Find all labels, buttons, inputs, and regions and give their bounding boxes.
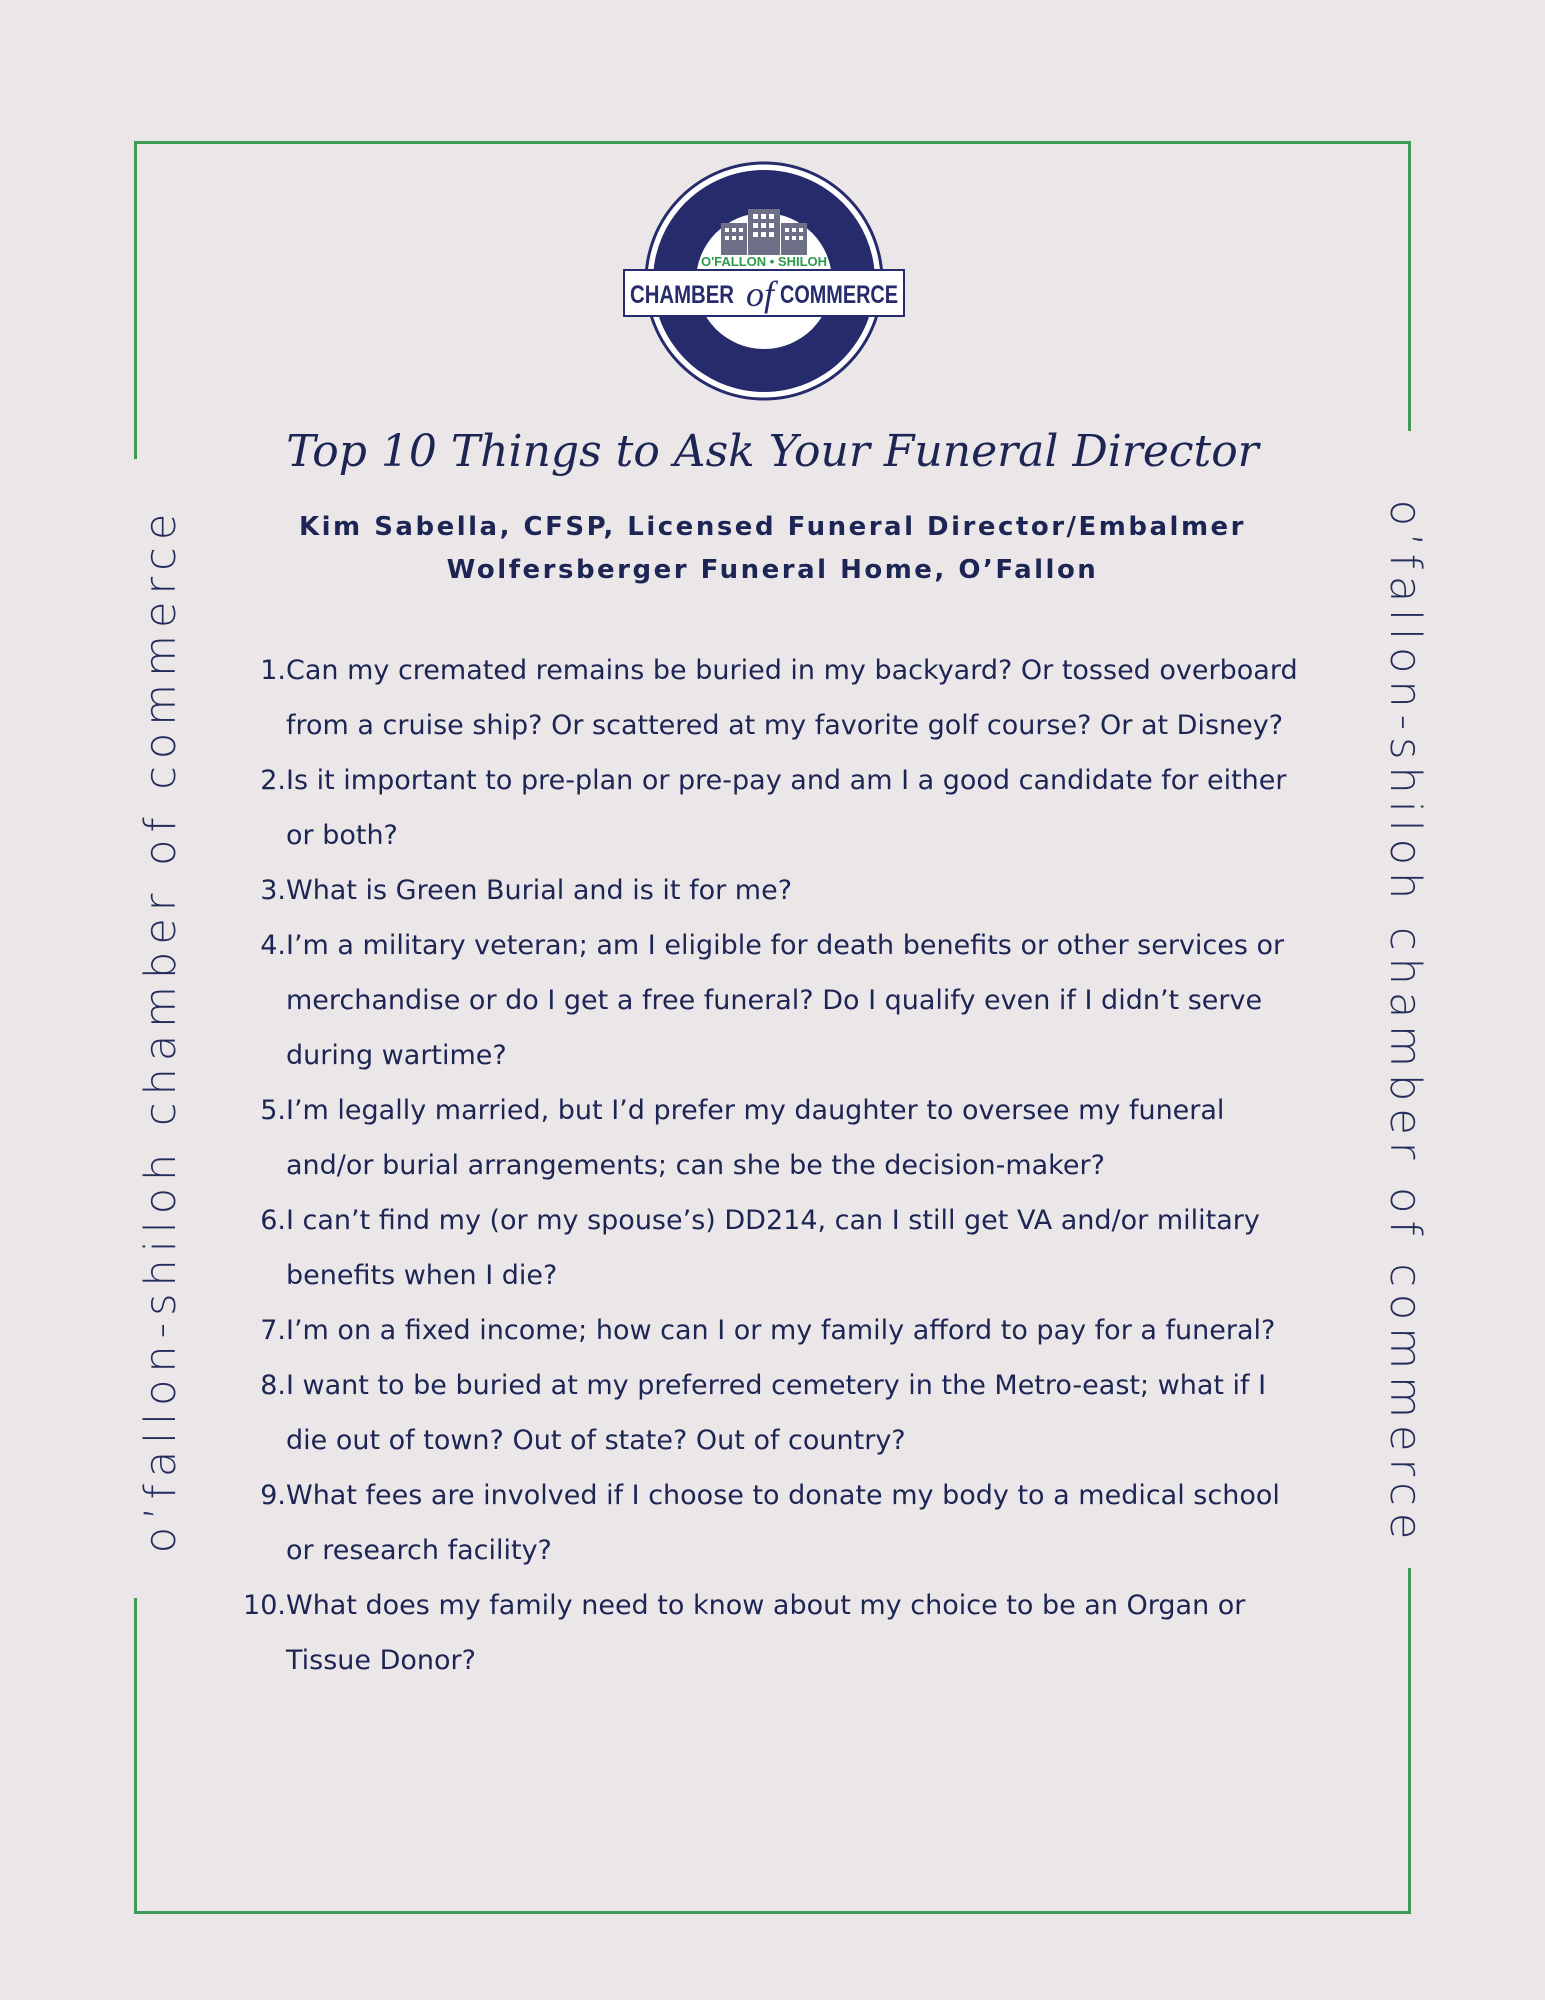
list-item <box>230 1358 1310 1468</box>
list-text: Can my cremated remains be buried in my backyard? Or tossed overboard from a cruise ship? Or scattered at my favorite golf course? Or at Disney? <box>286 655 1298 741</box>
document-title: Top 10 Things to Ask Your Funeral Director <box>286 426 1259 477</box>
list-number: 10. <box>243 1590 286 1621</box>
list-text: I’m a military veteran; am I eligible for death benefits or other services or merchandise or do I get a free funeral? Do I qualify even if I didn’t serve during wartime? <box>286 930 1285 1071</box>
right-side-text: o’fallon-shiloh chamber of commerce <box>1380 499 1430 1547</box>
list-text: Is it important to pre-plan or pre-pay and am I a good candidate for either or both? <box>286 765 1287 851</box>
frame-left-border-top <box>134 141 137 459</box>
list-text: I can’t find my (or my spouse’s) DD214, can I still get VA and/or military benefits when I die? <box>286 1205 1260 1291</box>
funeral-home-line: Wolfersberger Funeral Home, O’Fallon <box>446 555 1099 585</box>
list-number: 9. <box>260 1480 286 1511</box>
frame-top-border <box>134 141 1411 144</box>
list-number: 1. <box>260 655 286 686</box>
frame-left-border-bottom <box>134 1598 137 1914</box>
chamber-logo <box>622 159 906 403</box>
list-number: 8. <box>260 1370 286 1401</box>
author-line: Kim Sabella, CFSP, Licensed Funeral Director/Embalmer <box>299 512 1246 542</box>
svg-text:of: of <box>745 274 775 314</box>
list-text: I’m on a fixed income; how can I or my family afford to pay for a funeral? <box>286 1315 1276 1346</box>
frame-right-border-bottom <box>1408 1568 1411 1914</box>
question-list <box>230 643 1310 1688</box>
list-number: 3. <box>260 875 286 906</box>
frame-bottom-border <box>134 1911 1411 1914</box>
list-number: 7. <box>260 1315 286 1346</box>
list-text: What fees are involved if I choose to donate my body to a medical school or research facility? <box>286 1480 1280 1566</box>
svg-text:CHAMBER: CHAMBER <box>630 281 734 309</box>
list-number: 4. <box>260 930 286 961</box>
list-item <box>230 1193 1310 1303</box>
list-number: 5. <box>260 1095 286 1126</box>
list-number: 2. <box>260 765 286 796</box>
list-text: I want to be buried at my preferred cemetery in the Metro-east; what if I die out of town? Out of state? Out of country? <box>286 1370 1267 1456</box>
list-item <box>230 1578 1310 1688</box>
list-item <box>230 1468 1310 1578</box>
list-text: What is Green Burial and is it for me? <box>286 875 793 906</box>
list-item <box>230 1303 1310 1358</box>
svg-text:COMMERCE: COMMERCE <box>780 281 898 309</box>
frame-right-border-top <box>1408 141 1411 431</box>
list-item <box>230 753 1310 863</box>
list-item <box>230 643 1310 753</box>
list-item <box>230 863 1310 918</box>
left-side-text: o’fallon-shiloh chamber of commerce <box>136 506 186 1554</box>
list-text: What does my family need to know about my choice to be an Organ or Tissue Donor? <box>286 1590 1246 1676</box>
list-item <box>230 1083 1310 1193</box>
list-text: I’m legally married, but I’d prefer my daughter to oversee my funeral and/or burial arrangements; can she be the decision-maker? <box>286 1095 1225 1181</box>
list-item <box>230 918 1310 1083</box>
list-number: 6. <box>260 1205 286 1236</box>
svg-text:O'FALLON • SHILOH: O'FALLON • SHILOH <box>700 254 828 269</box>
